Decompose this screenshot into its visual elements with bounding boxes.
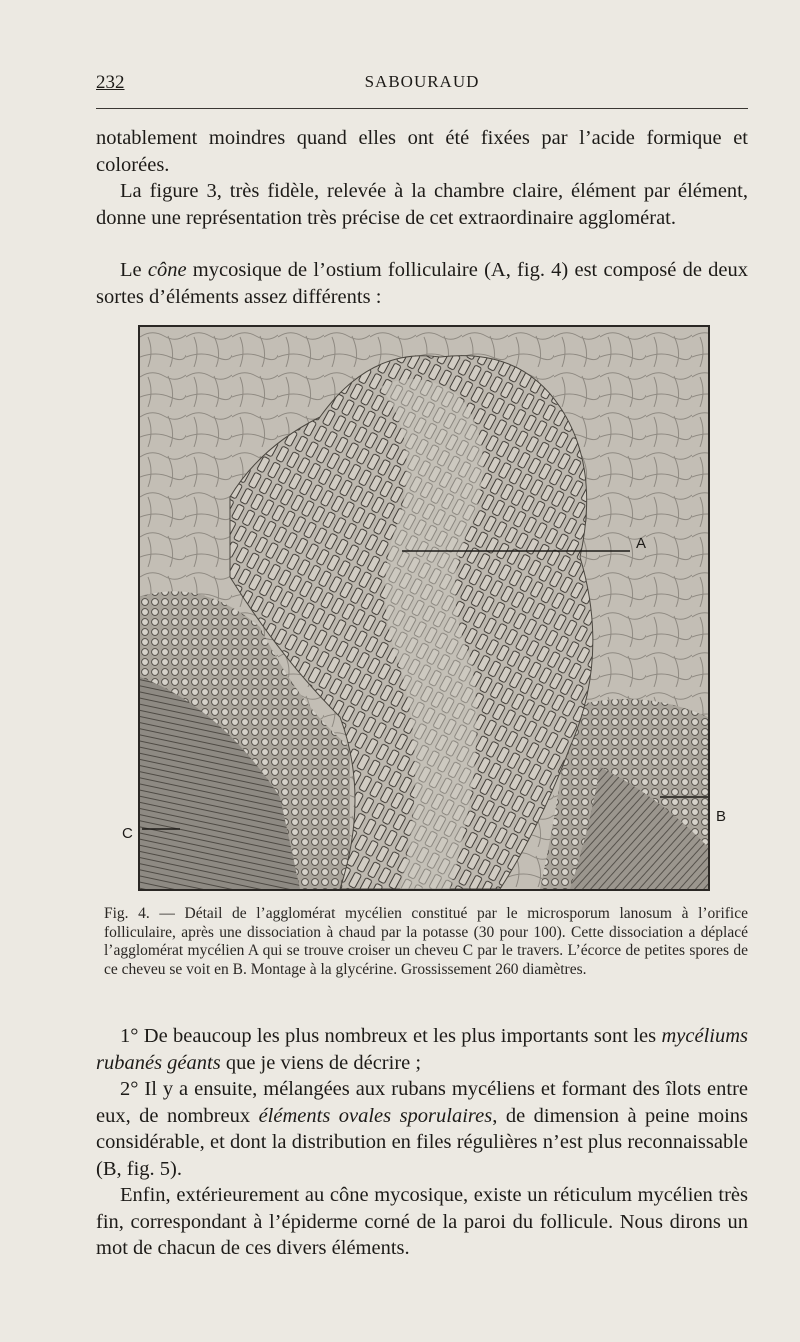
header-rule: [96, 108, 748, 109]
figure-label-b: B: [716, 808, 727, 825]
page-number: 232: [96, 72, 125, 93]
paragraph-5-emphasis: éléments ovales sporulaires: [258, 1104, 493, 1127]
paragraph-4-text-b: que je viens de décrire ;: [220, 1051, 422, 1074]
paragraph-1: notablement moindres quand elles ont été fixées par l’acide formique et colorées.: [96, 127, 748, 176]
paragraph-4-emphasis: mycéliums rubanés géants: [96, 1025, 748, 1074]
figure-caption-text: — Détail de l’agglomérat mycélien constitué par le microsporum lanosum à l’orifice folliculaire, après une dissociation à chaud par la potasse (30 pour 100). Cette dissociation a déplacé l’agglomérat mycélien A qui se trouve croiser un cheveu C par le travers. L’écorce de petites spores de ce cheveu se voit en B. Montage à la glycérine. Grossissement 260 diamètres.: [104, 905, 748, 978]
paragraph-4: [96, 1023, 748, 1076]
figure-caption: [104, 905, 748, 979]
paragraph-6: Enfin, extérieurement au cône mycosique, existe un réticulum mycélien très fin, correspondant à l’épiderme corné de la paroi du follicule. Nous dirons un mot de chacun de ces divers éléments.: [96, 1184, 748, 1259]
paragraph-2: La figure 3, très fidèle, relevée à la chambre claire, élément par élément, donne une représentation très précise de cet extraordinaire agglomérat.: [96, 180, 748, 229]
micrograph-figure: [138, 325, 710, 891]
figure-label-a: A: [636, 535, 647, 552]
micrograph-illustration: [140, 327, 708, 889]
paragraph-5-text-b: , de dimension à peine moins considérable, et dont la distribution en files régulières n’est plus reconnaissable (B, fig. 5).: [96, 1104, 749, 1180]
running-head: SABOURAUD: [364, 72, 480, 91]
paragraph-3-text-a: Le: [120, 259, 148, 281]
paragraph-3-text-b: mycosique de l’ostium folliculaire (A, fig. 4) est composé de deux sortes d’éléments assez différents :: [96, 259, 748, 308]
paragraph-4-text-a: 1° De beaucoup les plus nombreux et les plus importants sont les: [120, 1025, 662, 1047]
page-header: [96, 72, 748, 102]
paragraph-3: [96, 257, 748, 310]
figure-label-c: C: [122, 825, 133, 842]
paragraph-3-emphasis: cône: [147, 259, 187, 281]
paragraph-5: [96, 1076, 748, 1182]
paragraph-5-text-a: 2° Il y a ensuite, mélangées aux rubans mycéliens et formant des îlots entre eux, de nombreux: [96, 1078, 748, 1127]
figure-caption-number: Fig. 4.: [104, 905, 150, 922]
